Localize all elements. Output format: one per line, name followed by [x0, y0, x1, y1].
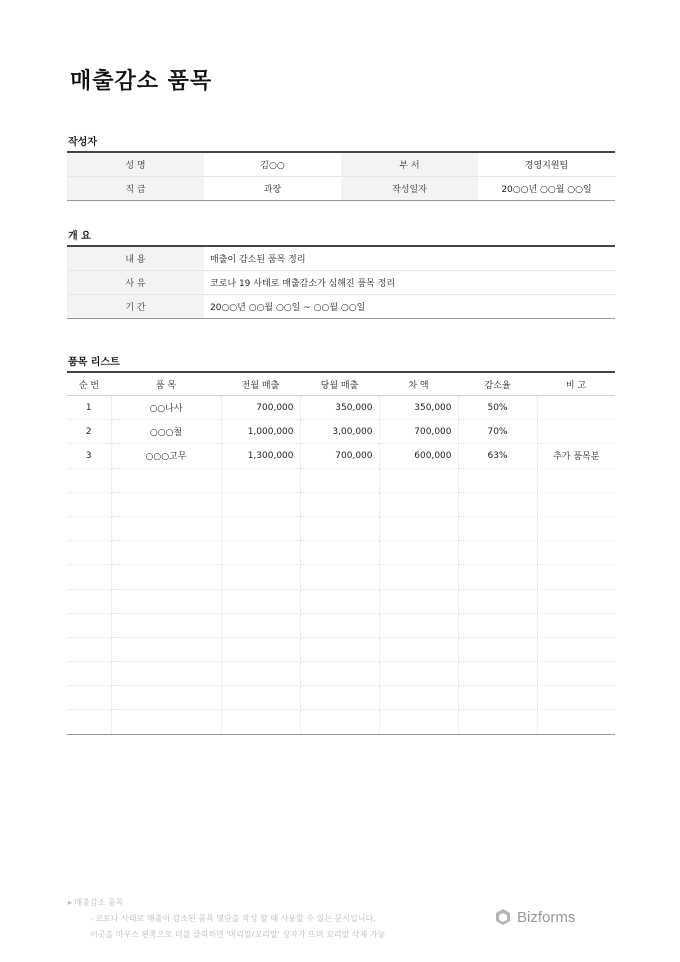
table-cell	[111, 468, 221, 492]
column-header: 전월 매출	[221, 372, 300, 396]
field-label: 작성일자	[341, 177, 478, 201]
column-header: 비 고	[537, 372, 615, 396]
table-cell	[221, 662, 300, 686]
table-cell: ○○○철	[111, 420, 221, 444]
table-cell: ○○○고무	[111, 444, 221, 468]
table-cell	[221, 637, 300, 661]
table-cell	[300, 516, 379, 540]
table-cell	[379, 686, 458, 710]
table-cell	[111, 516, 221, 540]
column-header: 차 액	[379, 372, 458, 396]
table-row	[67, 492, 615, 516]
table-cell	[111, 589, 221, 613]
table-cell	[379, 565, 458, 589]
table-cell	[67, 710, 111, 734]
table-cell	[379, 637, 458, 661]
table-cell	[379, 613, 458, 637]
table-cell	[67, 637, 111, 661]
table-cell	[458, 565, 537, 589]
table-cell	[221, 589, 300, 613]
bizforms-logo-text: Bizforms	[517, 908, 576, 926]
table-cell	[537, 492, 615, 516]
table-row	[67, 613, 615, 637]
table-cell	[111, 541, 221, 565]
table-cell	[111, 686, 221, 710]
table-cell	[379, 662, 458, 686]
table-cell: 350,000	[300, 396, 379, 420]
table-cell	[537, 516, 615, 540]
table-cell	[111, 492, 221, 516]
field-value: 김○○	[204, 152, 341, 177]
author-row	[67, 152, 615, 177]
table-cell	[300, 541, 379, 565]
table-cell	[537, 637, 615, 661]
table-row	[67, 662, 615, 686]
table-cell: 700,000	[379, 420, 458, 444]
table-row	[67, 589, 615, 613]
table-cell	[111, 565, 221, 589]
field-label: 성 명	[67, 152, 204, 177]
table-cell	[379, 516, 458, 540]
table-cell	[300, 710, 379, 734]
table-cell	[458, 710, 537, 734]
table-cell: 63%	[458, 444, 537, 468]
table-cell: 1,000,000	[221, 420, 300, 444]
table-cell	[537, 565, 615, 589]
table-cell	[67, 516, 111, 540]
table-cell	[458, 468, 537, 492]
table-cell	[300, 637, 379, 661]
table-cell	[221, 541, 300, 565]
field-value: 경영지원팀	[478, 152, 615, 177]
table-cell	[111, 662, 221, 686]
table-cell: 2	[67, 420, 111, 444]
table-cell: 350,000	[379, 396, 458, 420]
table-row	[67, 541, 615, 565]
table-cell: 50%	[458, 396, 537, 420]
table-cell	[537, 613, 615, 637]
table-cell	[458, 637, 537, 661]
author-section-label: 작성자	[68, 137, 97, 148]
field-value: 20○○년 ○○월 ○○일	[501, 185, 592, 195]
table-cell	[537, 710, 615, 734]
column-header: 순 번	[67, 372, 111, 396]
table-cell	[300, 589, 379, 613]
table-cell: 1,300,000	[221, 444, 300, 468]
table-cell	[537, 468, 615, 492]
item-list-table	[67, 371, 615, 735]
table-cell: 추가 품목분	[537, 444, 615, 468]
table-cell: 1	[67, 396, 111, 420]
field-value: 과장	[263, 185, 282, 195]
column-header: 당월 매출	[300, 372, 379, 396]
table-row	[67, 516, 615, 540]
table-cell	[300, 613, 379, 637]
table-cell	[67, 565, 111, 589]
table-cell	[67, 468, 111, 492]
table-cell	[67, 662, 111, 686]
document-title: 매출감소 품목	[70, 69, 213, 94]
table-cell	[111, 613, 221, 637]
table-cell	[111, 710, 221, 734]
field-value: 20○○년 ○○월 ○○일 ~ ○○월 ○○일	[210, 303, 366, 313]
table-cell: 700,000	[221, 396, 300, 420]
table-cell	[221, 468, 300, 492]
overview-row	[67, 246, 615, 271]
table-cell	[379, 541, 458, 565]
table-cell	[458, 589, 537, 613]
table-cell	[221, 492, 300, 516]
table-cell	[67, 686, 111, 710]
table-cell	[458, 662, 537, 686]
table-cell	[537, 541, 615, 565]
table-cell	[537, 420, 615, 444]
overview-table	[67, 245, 615, 319]
table-cell	[300, 565, 379, 589]
bizforms-logo	[494, 908, 575, 926]
table-cell	[458, 541, 537, 565]
table-cell	[67, 613, 111, 637]
overview-section-label: 개 요	[68, 231, 91, 242]
table-cell	[458, 516, 537, 540]
table-cell	[379, 492, 458, 516]
table-cell	[537, 662, 615, 686]
field-label: 내 용	[67, 246, 204, 271]
table-cell	[458, 686, 537, 710]
table-cell	[300, 468, 379, 492]
table-row	[67, 637, 615, 661]
table-cell	[537, 589, 615, 613]
table-cell: 700,000	[300, 444, 379, 468]
table-cell	[221, 516, 300, 540]
field-value: 매출이 감소된 품목 정리	[204, 246, 615, 271]
table-cell	[300, 686, 379, 710]
table-row	[67, 420, 615, 444]
column-header: 품 목	[111, 372, 221, 396]
bizforms-logo-icon	[494, 908, 512, 926]
table-row	[67, 444, 615, 468]
table-row	[67, 396, 615, 420]
table-row	[67, 686, 615, 710]
table-cell: 3,00,000	[300, 420, 379, 444]
author-row	[67, 177, 615, 201]
table-cell	[458, 613, 537, 637]
field-label: 기 간	[67, 295, 204, 319]
table-cell: ○○나사	[111, 396, 221, 420]
table-cell	[379, 468, 458, 492]
table-cell	[300, 662, 379, 686]
column-header: 감소율	[458, 372, 537, 396]
table-cell	[537, 686, 615, 710]
table-cell	[221, 686, 300, 710]
table-cell	[221, 613, 300, 637]
table-cell	[221, 565, 300, 589]
table-cell	[300, 492, 379, 516]
table-cell	[379, 710, 458, 734]
overview-row	[67, 295, 615, 319]
table-cell	[67, 541, 111, 565]
table-row	[67, 710, 615, 734]
footer-hint: 이곳을 마우스 왼쪽으로 더블 클릭하면 '머리말/꼬리말' 상자가 뜨며 꼬리말 삭제 가능	[90, 930, 386, 939]
overview-row	[67, 271, 615, 295]
table-cell: 70%	[458, 420, 537, 444]
table-cell	[537, 396, 615, 420]
author-table	[67, 151, 615, 201]
table-cell: 600,000	[379, 444, 458, 468]
list-section-label: 품목 리스트	[68, 357, 120, 368]
footer-description: - 코로나 사태로 매출이 감소된 품목 명단을 작성 할 때 사용할 수 있는 문서입니다.	[90, 914, 376, 923]
footer-title: ▸ 매출감소 품목	[68, 898, 124, 907]
field-label: 직 급	[67, 177, 204, 201]
table-cell	[221, 710, 300, 734]
table-cell: 3	[67, 444, 111, 468]
field-label: 사 유	[67, 271, 204, 295]
table-cell	[111, 637, 221, 661]
table-cell	[458, 492, 537, 516]
footer-note	[68, 895, 385, 943]
table-cell	[379, 589, 458, 613]
field-label: 부 서	[341, 152, 478, 177]
field-value: 코로나 19 사태로 매출감소가 심해진 품목 정리	[204, 271, 615, 295]
table-cell	[67, 589, 111, 613]
table-row	[67, 468, 615, 492]
table-row	[67, 565, 615, 589]
table-cell	[67, 492, 111, 516]
